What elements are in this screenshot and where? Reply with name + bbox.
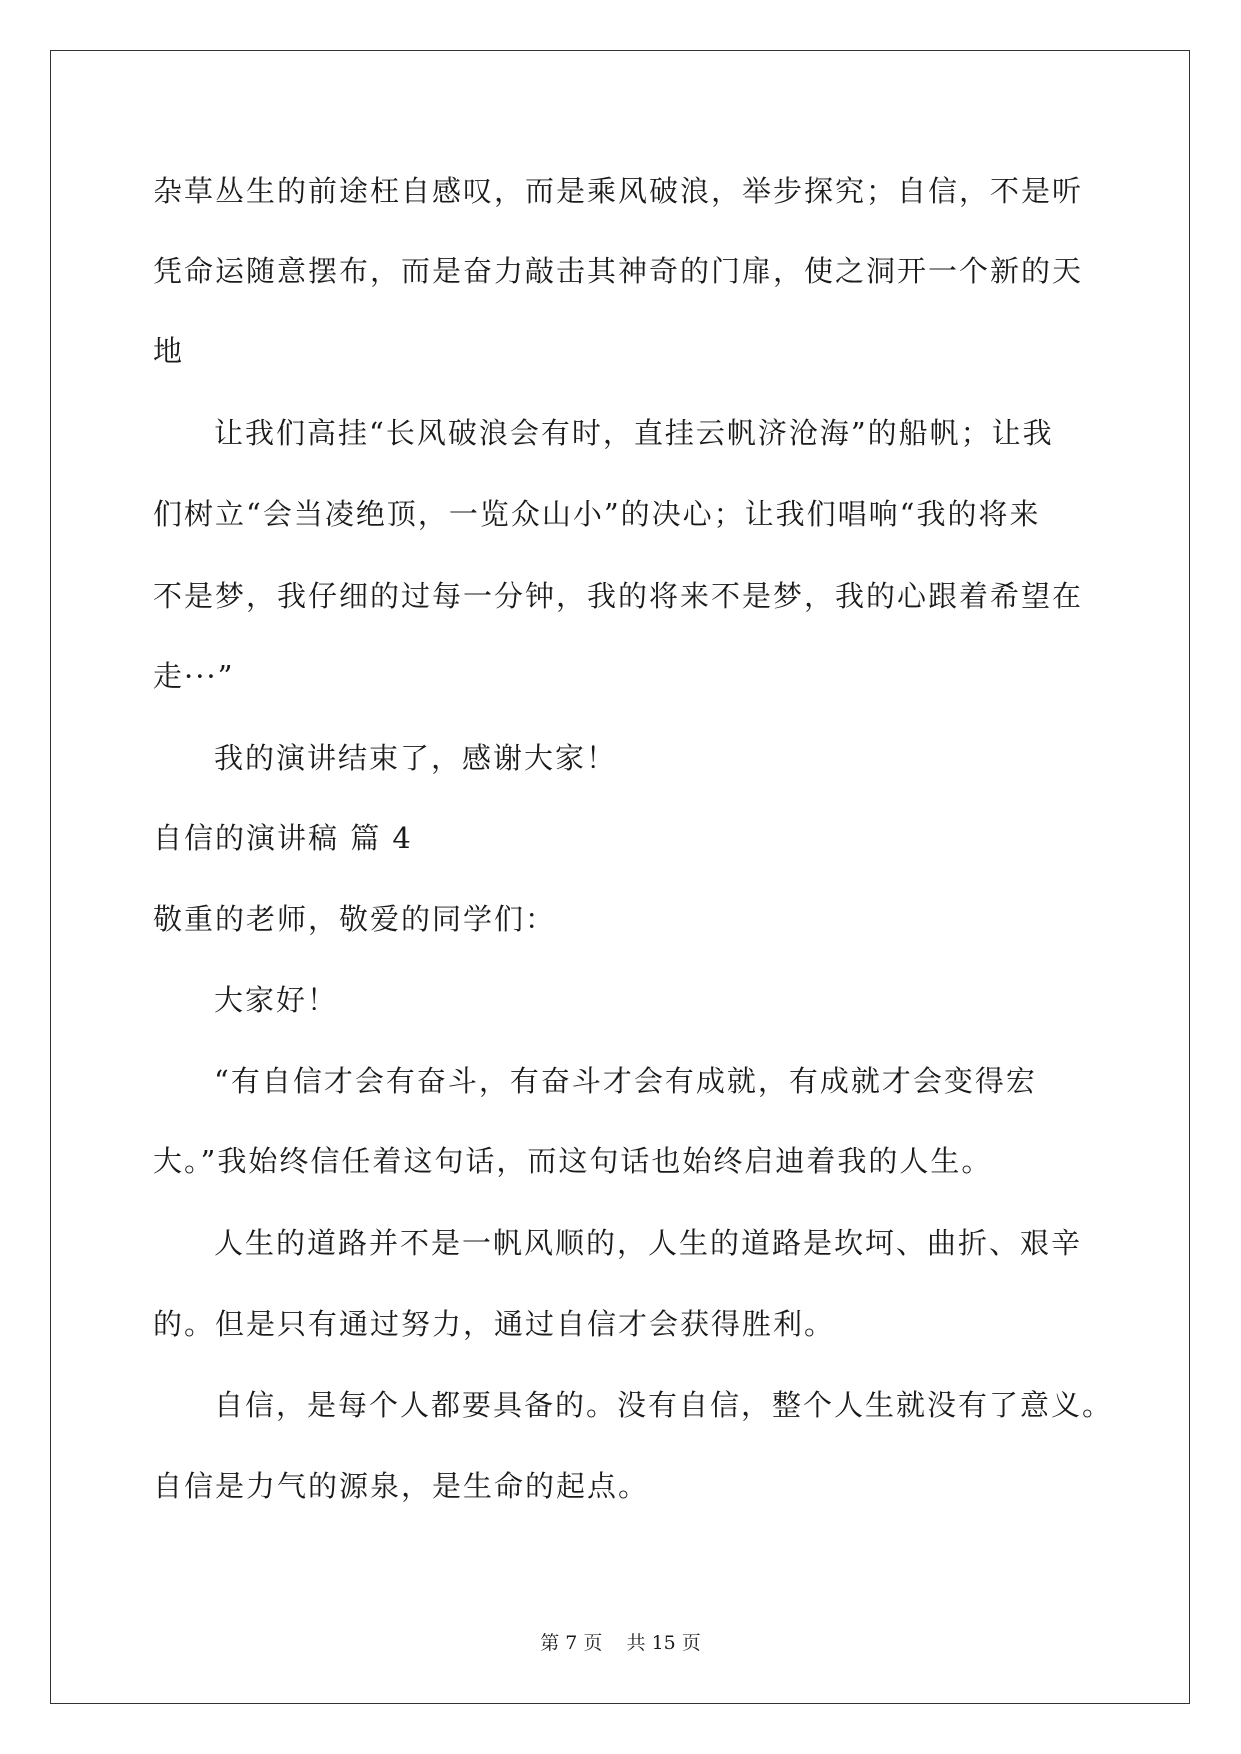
- body-line: 走···”: [153, 659, 235, 693]
- body-line: 自信，是每个人都要具备的。没有自信，整个人生就没有了意义。: [214, 1388, 1114, 1422]
- greeting: 大家好！: [214, 983, 339, 1017]
- body-line: 的。但是只有通过努力，通过自信才会获得胜利。: [153, 1307, 836, 1341]
- page-number-footer: 第 7 页 共 15 页: [540, 1632, 701, 1654]
- body-line: 大。”我始终信任着这句话，而这句话也始终启迪着我的人生。: [153, 1144, 993, 1178]
- body-line: 们树立“会当凌绝顶，一览众山小”的决心；让我们唱响“我的将来: [153, 497, 1041, 531]
- body-line: 让我们高挂“长风破浪会有时，直挂云帆济沧海”的船帆；让我: [214, 416, 1054, 450]
- body-line: 凭命运随意摆布，而是奋力敲击其神奇的门扉，使之洞开一个新的天: [153, 254, 1084, 288]
- body-line: 我的演讲结束了，感谢大家！: [214, 741, 618, 775]
- body-line: 杂草丛生的前途枉自感叹，而是乘风破浪，举步探究；自信，不是听: [153, 174, 1084, 208]
- body-line: “有自信才会有奋斗，有奋斗才会有成就，有成就才会变得宏: [214, 1064, 1037, 1098]
- section-heading: 自信的演讲稿 篇 4: [153, 821, 413, 855]
- page-frame: [50, 50, 1190, 1704]
- body-line: 自信是力气的源泉，是生命的起点。: [153, 1469, 650, 1503]
- body-line: 地: [153, 334, 185, 368]
- salutation: 敬重的老师，敬爱的同学们：: [153, 902, 557, 936]
- body-line: 人生的道路并不是一帆风顺的，人生的道路是坎坷、曲折、艰辛: [214, 1226, 1083, 1260]
- body-line: 不是梦，我仔细的过每一分钟，我的将来不是梦，我的心跟着希望在: [153, 579, 1084, 613]
